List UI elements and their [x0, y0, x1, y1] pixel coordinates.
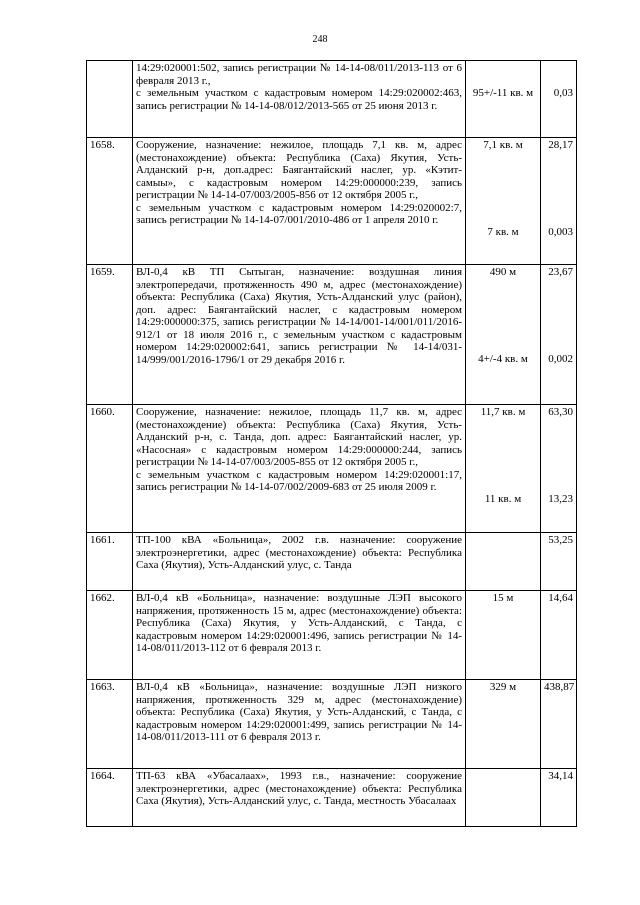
object-area	[466, 405, 541, 533]
table-row	[87, 533, 577, 591]
object-description	[133, 61, 466, 138]
row-number: 1661.	[87, 533, 133, 591]
table-row	[87, 61, 577, 138]
object-description	[133, 591, 466, 680]
object-description	[133, 680, 466, 769]
object-value	[541, 61, 577, 138]
land-plot-area: 95+/-11 кв. м	[472, 87, 534, 99]
object-main-value: 63,30	[548, 406, 573, 418]
object-value	[541, 265, 577, 405]
land-plot-value: 13,23	[548, 493, 573, 505]
row-number	[87, 61, 133, 138]
object-main-value: 23,67	[548, 266, 573, 278]
object-main-value: 14,64	[541, 591, 577, 680]
object-main-text: ВЛ-0,4 кВ ТП Сытыган, назначение: воздушная линия электропередачи, протяженность 490 м, адрес (местонахождение) объекта: Республика (Саха) Якутия, Усть-Алданский улус (район), доп. адрес: Баягантайский наслег, с кадастровым номером 14:29:000000:375, запись регистрации № 14-14/001-14/001/011/2016-912/1 от 18 июля 2016 г., с земельным участком с кадастровым номером 14:29:020002:641, запись регистрации № 14-14/031-14/999/001/2016-1796/1 от 29 декабря 2016 г.	[136, 266, 462, 366]
object-area	[466, 61, 541, 138]
object-value	[541, 405, 577, 533]
row-number: 1663.	[87, 680, 133, 769]
object-main-value: 438,87	[541, 680, 577, 769]
object-main-area: 329 м	[466, 680, 541, 769]
object-main-value: 34,14	[541, 769, 577, 827]
table-row	[87, 138, 577, 265]
row-number: 1658.	[87, 138, 133, 265]
land-plot-area: 7 кв. м	[487, 226, 519, 238]
table-row	[87, 265, 577, 405]
table-row	[87, 769, 577, 827]
object-main-area: 15 м	[466, 591, 541, 680]
land-plot-value: 0,03	[553, 87, 573, 99]
object-main-area	[466, 769, 541, 827]
object-main-text: ТП-100 кВА «Больница», 2002 г.в. назначение: сооружение электроэнергетики, адрес (местонахождение) объекта: Республика Саха (Якутия), Усть-Алданский улус, с. Танда	[136, 534, 462, 571]
row-number: 1660.	[87, 405, 133, 533]
object-main-text: 14:29:020001:502, запись регистрации № 14-14-08/011/2013-113 от 6 февраля 2013 г.,	[136, 62, 462, 87]
object-main-text: ТП-63 кВА «Убасалаах», 1993 г.в., назначение: сооружение электроэнергетики, адрес (местонахождение) объекта: Республика Саха (Якутия), Усть-Алданский улус, с. Танда, местность Убасалаах	[136, 770, 462, 807]
object-description	[133, 405, 466, 533]
row-number: 1664.	[87, 769, 133, 827]
row-number: 1662.	[87, 591, 133, 680]
object-description	[133, 533, 466, 591]
object-description	[133, 265, 466, 405]
property-registry-table	[86, 60, 577, 827]
object-main-area: 7,1 кв. м	[483, 139, 523, 151]
table-row	[87, 405, 577, 533]
object-main-text: ВЛ-0,4 кВ «Больница», назначение: воздушные ЛЭП низкого напряжения, протяженность 329 м, адрес (местонахождение) объекта: Республика (Саха) Якутия, у Усть-Алданский, с Танда, с кадастровым номером 14:29:020001:499, запись регистрации № 14-14-08/011/2013-111 от 6 февраля 2013 г.	[136, 681, 462, 743]
object-main-text: Сооружение, назначение: нежилое, площадь 11,7 кв. м, адрес (местонахождение) объекта: Республика (Саха) Якутия, Усть-Алданский р-н, с. Танда, доп. адрес: Баягантайский наслег, ур. «Насосная» с кадастровым номером 14:29:000000:244, запись регистрации № 14-14-07/003/2005-855 от 12 октября 2005 г.,	[136, 406, 462, 468]
object-description	[133, 769, 466, 827]
object-main-text: ВЛ-0,4 кВ «Больница», назначение: воздушные ЛЭП высокого напряжения, протяженность 15 м, адрес (местонахождение) объекта: Республика (Саха) Якутия, у Усть-Алданский, с Танда, с кадастровым номером 14:29:020001:496, запись регистрации № 14-14-08/011/2013-112 от 6 февраля 2013 г.	[136, 592, 462, 654]
land-plot-value: 0,002	[548, 353, 573, 365]
land-plot-text: с земельным участком с кадастровым номером 14:29:020001:17, запись регистрации № 14-14-07/002/2009-683 от 25 июля 2009 г.	[136, 468, 462, 493]
row-number: 1659.	[87, 265, 133, 405]
object-main-value: 53,25	[541, 533, 577, 591]
land-plot-value: 0,003	[548, 226, 573, 238]
table-row	[87, 591, 577, 680]
table-row	[87, 680, 577, 769]
object-main-text: Сооружение, назначение: нежилое, площадь 7,1 кв. м, адрес (местонахождение) объекта: Республика (Саха) Якутия, Усть-Алданский р-н, доп.адрес: Баягантайский наслег, ур. «Кэтит-самыы», с кадастровым номером 14:29:000000:239, запись регистрации № 14-14-07/003/2005-856 от 12 октября 2005 г.,	[136, 139, 462, 201]
object-main-area	[466, 533, 541, 591]
object-main-area: 490 м	[489, 266, 517, 278]
land-plot-text: с земельным участком с кадастровым номером 14:29:020002:7, запись регистрации № 14-14-07/001/2010-486 от 1 апреля 2010 г.	[136, 201, 462, 226]
land-plot-area: 4+/-4 кв. м	[478, 353, 528, 365]
object-value	[541, 138, 577, 265]
land-plot-area: 11 кв. м	[484, 493, 522, 505]
object-main-value: 28,17	[548, 139, 573, 151]
object-main-area: 11,7 кв. м	[480, 406, 526, 418]
object-area	[466, 265, 541, 405]
object-area	[466, 138, 541, 265]
object-description	[133, 138, 466, 265]
page-number: 248	[312, 34, 328, 45]
land-plot-text: с земельным участком с кадастровым номером 14:29:020002:463, запись регистрации № 14-14-08/012/2013-565 от 25 июня 2013 г.	[136, 87, 462, 112]
